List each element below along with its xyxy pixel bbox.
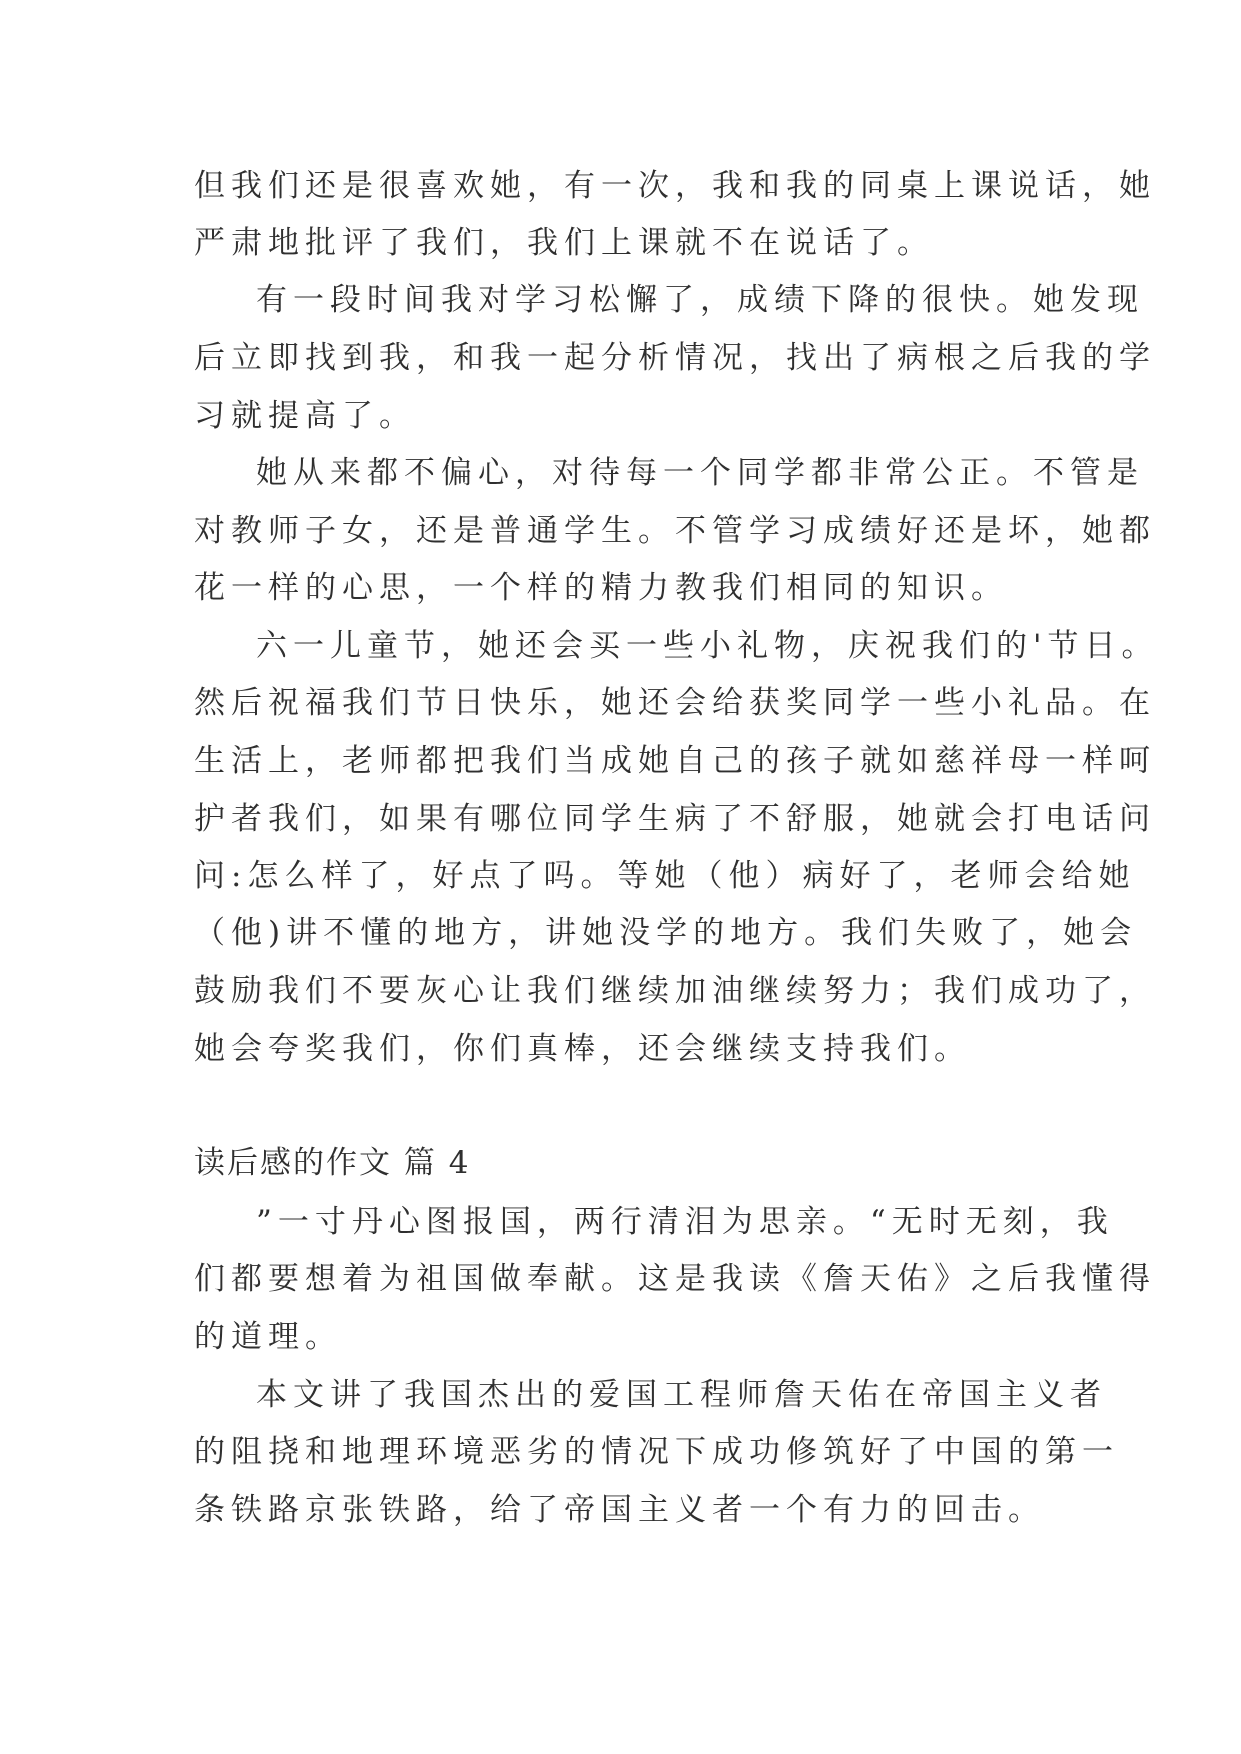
paragraph-line: 她会夸奖我们，你们真棒，还会继续支持我们。 [194,1031,971,1067]
paragraph-line: 她从来都不偏心，对待每一个同学都非常公正。不管是 [256,455,1144,491]
paragraph-line: 六一儿童节，她还会买一些小礼物，庆祝我们的'节日。 [256,628,1159,664]
section-title: 读后感的作文 篇 4 [194,1145,471,1181]
paragraph-line: 严肃地批评了我们，我们上课就不在说话了。 [194,225,934,261]
paragraph-line: 的道理。 [194,1319,342,1355]
paragraph-line: 鼓励我们不要灰心让我们继续加油继续努力；我们成功了， [194,973,1156,1009]
paragraph-line: 对教师子女，还是普通学生。不管学习成绩好还是坏，她都 [194,513,1156,549]
paragraph-line: 问:怎么样了，好点了吗。等她（他）病好了，老师会给她 [194,858,1136,894]
paragraph-line: 习就提高了。 [194,398,416,434]
paragraph-line: 的阻挠和地理环境恶劣的情况下成功修筑好了中国的第一 [194,1434,1119,1470]
paragraph-line: 然后祝福我们节日快乐，她还会给获奖同学一些小礼品。在 [194,685,1156,721]
paragraph-line: 后立即找到我，和我一起分析情况，找出了病根之后我的学 [194,340,1156,376]
paragraph-line: 花一样的心思，一个样的精力教我们相同的知识。 [194,570,1008,606]
paragraph-line: 生活上，老师都把我们当成她自己的孩子就如慈祥母一样呵 [194,743,1156,779]
paragraph-line: 本文讲了我国杰出的爱国工程师詹天佑在帝国主义者 [256,1377,1107,1413]
paragraph-line: 有一段时间我对学习松懈了，成绩下降的很快。她发现 [256,282,1144,318]
paragraph-line: 们都要想着为祖国做奉献。这是我读《詹天佑》之后我懂得 [194,1261,1156,1297]
paragraph-line: 条铁路京张铁路，给了帝国主义者一个有力的回击。 [194,1492,1045,1528]
paragraph-line: 但我们还是很喜欢她，有一次，我和我的同桌上课说话，她 [194,168,1156,204]
paragraph-line: 护者我们，如果有哪位同学生病了不舒服，她就会打电话问 [194,801,1156,837]
paragraph-line: （他)讲不懂的地方，讲她没学的地方。我们失败了，她会 [194,915,1138,951]
paragraph-line: ”一寸丹心图报国，两行清泪为思亲。“无时无刻，我 [256,1204,1114,1240]
